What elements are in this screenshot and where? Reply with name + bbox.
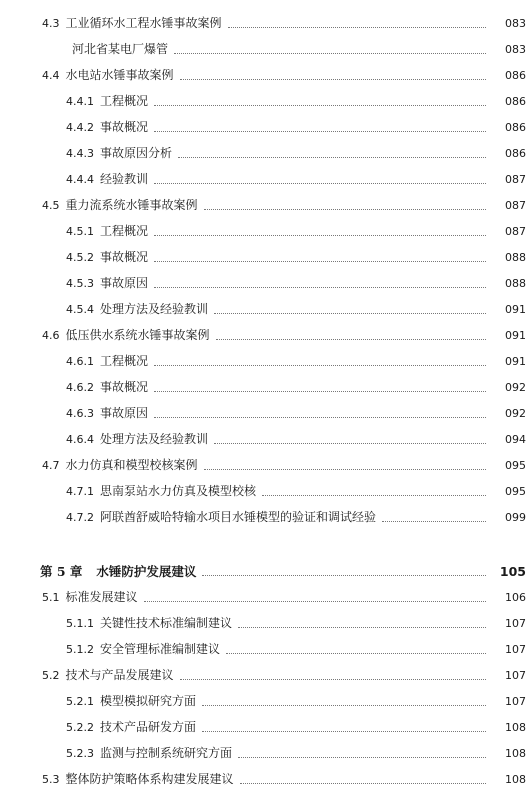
- toc-page-number: 107: [505, 617, 526, 630]
- toc-number: 5.1.2: [66, 643, 94, 656]
- toc-label: [66, 353, 148, 370]
- toc-page-number: 087: [505, 173, 526, 186]
- toc-number: 4.5.3: [66, 277, 94, 290]
- leader-dots: [154, 234, 486, 236]
- toc-title: 工程概况: [100, 354, 149, 368]
- toc-label: [66, 693, 196, 710]
- toc-title: 事故概况: [100, 380, 149, 394]
- toc-page-number: 107: [505, 643, 526, 656]
- toc-number: 4.5.4: [66, 303, 94, 316]
- toc-title: 低压供水系统水锤事故案例: [65, 328, 210, 342]
- toc-entry[interactable]: [0, 8, 526, 32]
- toc-label: [42, 771, 234, 788]
- toc-label: [42, 15, 222, 32]
- toc-number: 4.4.1: [66, 95, 94, 108]
- toc-number: 4.4.2: [66, 121, 94, 134]
- toc-title: 安全管理标准编制建议: [100, 642, 221, 656]
- toc-number: 5.3: [42, 773, 60, 786]
- toc-number: 4.4.4: [66, 173, 94, 186]
- toc-number: 5.2.2: [66, 721, 94, 734]
- toc-entry[interactable]: [0, 450, 526, 474]
- toc-number: 4.7.2: [66, 511, 94, 524]
- toc-label: [42, 589, 138, 606]
- leader-dots: [154, 182, 486, 184]
- leader-dots: [202, 704, 486, 706]
- toc-title: 经验教训: [100, 172, 149, 186]
- toc-number: 4.3: [42, 17, 60, 30]
- toc-entry[interactable]: [0, 608, 526, 632]
- toc-label: [66, 615, 232, 632]
- toc-entry[interactable]: [0, 216, 526, 240]
- toc-entry[interactable]: [0, 712, 526, 736]
- toc-label: [66, 93, 148, 110]
- toc-title: 水力仿真和模型校核案例: [65, 458, 198, 472]
- toc-entry[interactable]: [0, 582, 526, 606]
- leader-dots: [240, 782, 486, 784]
- toc-entry[interactable]: [0, 60, 526, 84]
- toc-title: 处理方法及经验教训: [100, 302, 209, 316]
- toc-number: 5.2: [42, 669, 60, 682]
- toc-entry[interactable]: [0, 190, 526, 214]
- leader-dots: [216, 338, 486, 340]
- toc-title: 事故原因: [100, 406, 149, 420]
- leader-dots: [204, 208, 486, 210]
- toc-title: 模型模拟研究方面: [100, 694, 197, 708]
- toc-title: 事故原因: [100, 276, 149, 290]
- toc-title: 技术产品研发方面: [100, 720, 197, 734]
- toc-page-number: 092: [505, 381, 526, 394]
- toc-label: [66, 119, 148, 136]
- toc-number: 5.1: [42, 591, 60, 604]
- toc-label: [66, 41, 168, 58]
- toc-entry[interactable]: [0, 320, 526, 344]
- toc-page-number: 107: [505, 695, 526, 708]
- toc-title: 监测与控制系统研究方面: [100, 746, 233, 760]
- toc-label: [42, 667, 174, 684]
- toc-label: [42, 67, 174, 84]
- toc-entry[interactable]: [0, 34, 526, 58]
- leader-dots: [262, 494, 486, 496]
- toc-entry[interactable]: [0, 764, 526, 788]
- toc-page-number: 087: [505, 225, 526, 238]
- toc-title: 阿联酋舒威哈特输水项目水锤模型的验证和调试经验: [100, 510, 377, 524]
- toc-title: 河北省某电厂爆管: [72, 42, 169, 56]
- toc-label: [66, 171, 148, 188]
- toc-number: 5.2.3: [66, 747, 94, 760]
- leader-dots: [144, 600, 486, 602]
- toc-page-number: 092: [505, 407, 526, 420]
- toc-title: 水电站水锤事故案例: [65, 68, 174, 82]
- leader-dots: [214, 442, 486, 444]
- toc-title: 处理方法及经验教训: [100, 432, 209, 446]
- toc-page-number: 105: [499, 564, 526, 579]
- chapter-number: 第 5 章: [40, 564, 83, 579]
- toc-entry[interactable]: [0, 164, 526, 188]
- toc-number: 4.6.2: [66, 381, 94, 394]
- toc-number: 4.4: [42, 69, 60, 82]
- toc-title: 事故原因分析: [100, 146, 173, 160]
- toc-title: 整体防护策略体系构建发展建议: [65, 772, 234, 786]
- toc-title: 关键性技术标准编制建议: [100, 616, 233, 630]
- leader-dots: [154, 104, 486, 106]
- toc-label: [66, 431, 208, 448]
- leader-dots: [154, 260, 486, 262]
- toc-number: 5.1.1: [66, 617, 94, 630]
- toc-page-number: 095: [505, 459, 526, 472]
- leader-dots: [202, 574, 486, 576]
- leader-dots: [154, 390, 486, 392]
- toc-page-number: 086: [505, 121, 526, 134]
- toc-page-number: 086: [505, 95, 526, 108]
- toc-entry[interactable]: [0, 242, 526, 266]
- toc-label: [66, 145, 172, 162]
- toc-title: 标准发展建议: [65, 590, 138, 604]
- toc-label: [66, 405, 148, 422]
- toc-title: 思南泵站水力仿真及模型校核: [100, 484, 257, 498]
- toc-title: 重力流系统水锤事故案例: [65, 198, 198, 212]
- leader-dots: [180, 78, 486, 80]
- toc-label: [66, 275, 148, 292]
- toc-label: [40, 564, 196, 580]
- toc-page-number: 091: [505, 355, 526, 368]
- toc-entry[interactable]: [0, 268, 526, 292]
- toc-label: [66, 301, 208, 318]
- toc-page-number: 086: [505, 69, 526, 82]
- toc-number: 4.5.2: [66, 251, 94, 264]
- toc-label: [66, 223, 148, 240]
- toc-chapter-entry[interactable]: [0, 556, 526, 580]
- toc-entry[interactable]: [0, 294, 526, 318]
- toc-entry[interactable]: [0, 686, 526, 710]
- toc-entry[interactable]: [0, 502, 526, 526]
- toc-label: [66, 379, 148, 396]
- toc-page-number: 106: [505, 591, 526, 604]
- leader-dots: [178, 156, 486, 158]
- toc-number: 4.6.3: [66, 407, 94, 420]
- toc-page-number: 083: [505, 43, 526, 56]
- toc-page-number: 095: [505, 485, 526, 498]
- toc-title: 事故概况: [100, 250, 149, 264]
- toc-page-number: 099: [505, 511, 526, 524]
- toc-entry[interactable]: [0, 738, 526, 762]
- toc-page-number: 108: [505, 721, 526, 734]
- toc-page-number: 087: [505, 199, 526, 212]
- toc-entry[interactable]: [0, 346, 526, 370]
- toc-entry[interactable]: [0, 634, 526, 658]
- toc-title: 工程概况: [100, 224, 149, 238]
- toc-label: [66, 745, 232, 762]
- toc-page-number: 088: [505, 251, 526, 264]
- toc-label: [42, 197, 198, 214]
- toc-page-number: 088: [505, 277, 526, 290]
- toc-page-number: 086: [505, 147, 526, 160]
- toc-label: [66, 483, 256, 500]
- toc-title: 工程概况: [100, 94, 149, 108]
- leader-dots: [238, 626, 486, 628]
- toc-number: 4.5: [42, 199, 60, 212]
- toc-entry[interactable]: [0, 372, 526, 396]
- toc-entry[interactable]: [0, 86, 526, 110]
- toc-number: 4.7: [42, 459, 60, 472]
- toc-entry[interactable]: [0, 398, 526, 422]
- toc-label: [66, 249, 148, 266]
- leader-dots: [382, 520, 486, 522]
- toc-label: [66, 509, 376, 526]
- toc-entry[interactable]: [0, 138, 526, 162]
- toc-page-number: 091: [505, 329, 526, 342]
- toc-entry[interactable]: [0, 112, 526, 136]
- toc-title: 技术与产品发展建议: [65, 668, 174, 682]
- chapter-title: 水锤防护发展建议: [96, 564, 197, 579]
- toc-entry[interactable]: [0, 424, 526, 448]
- toc-entry[interactable]: [0, 476, 526, 500]
- leader-dots: [154, 416, 486, 418]
- leader-dots: [214, 312, 486, 314]
- leader-dots: [238, 756, 486, 758]
- toc-title: 事故概况: [100, 120, 149, 134]
- toc-number: 4.6: [42, 329, 60, 342]
- toc-page-number: 107: [505, 669, 526, 682]
- toc-page-number: 108: [505, 747, 526, 760]
- toc-number: 5.2.1: [66, 695, 94, 708]
- leader-dots: [154, 364, 486, 366]
- leader-dots: [226, 652, 486, 654]
- leader-dots: [154, 130, 486, 132]
- toc-number: 4.5.1: [66, 225, 94, 238]
- toc-number: 4.6.1: [66, 355, 94, 368]
- leader-dots: [228, 26, 486, 28]
- toc-number: 4.7.1: [66, 485, 94, 498]
- toc-page-number: 083: [505, 17, 526, 30]
- toc-number: 4.4.3: [66, 147, 94, 160]
- toc-page-number: 094: [505, 433, 526, 446]
- leader-dots: [154, 286, 486, 288]
- leader-dots: [204, 468, 486, 470]
- toc-label: [42, 327, 210, 344]
- toc-number: 4.6.4: [66, 433, 94, 446]
- leader-dots: [202, 730, 486, 732]
- toc-entry[interactable]: [0, 660, 526, 684]
- toc-page-number: 091: [505, 303, 526, 316]
- toc-page-number: 108: [505, 773, 526, 786]
- leader-dots: [174, 52, 486, 54]
- toc-label: [42, 457, 198, 474]
- toc-label: [66, 719, 196, 736]
- toc-label: [66, 641, 220, 658]
- toc-title: 工业循环水工程水锤事故案例: [65, 16, 222, 30]
- leader-dots: [180, 678, 486, 680]
